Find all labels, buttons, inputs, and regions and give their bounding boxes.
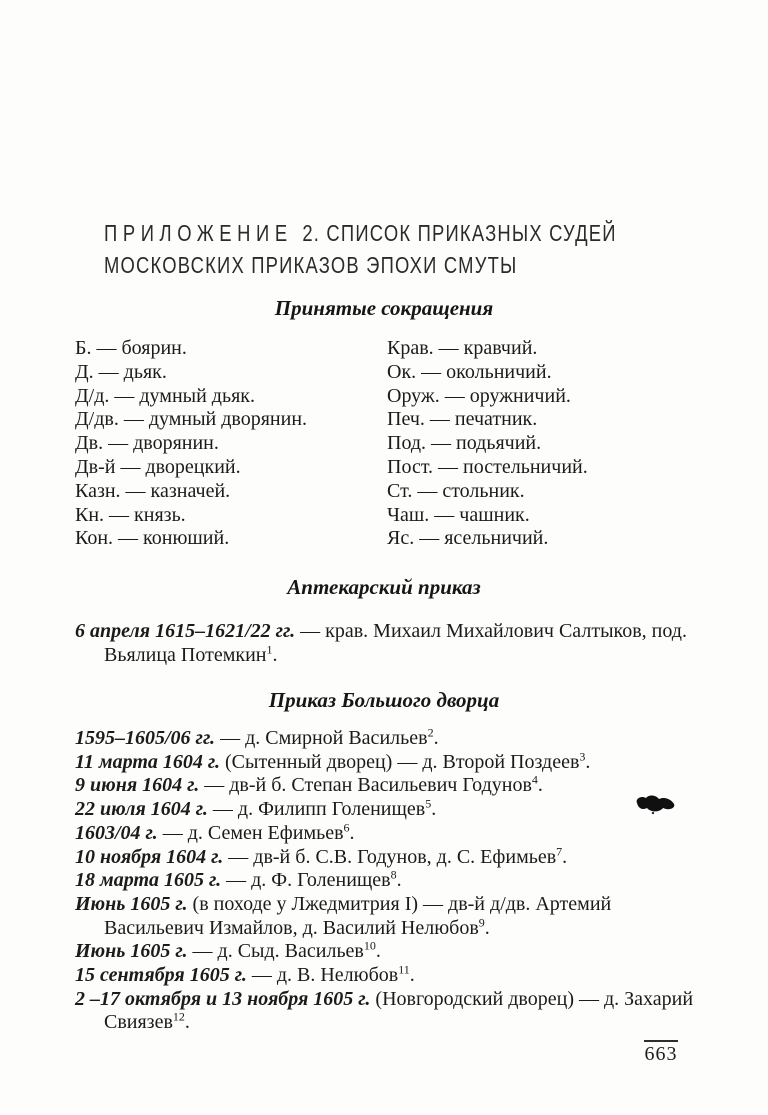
abbreviation-item: Пост. — постельничий.: [387, 455, 588, 478]
entry-date: 1595–1605/06 гг.: [75, 727, 216, 749]
entry: 2 –17 октября и 13 ноября 1605 г. (Новгородский дворец) — д. Захарий Свиязев$^{12}$.: [75, 987, 694, 1034]
appendix-heading-line1-rest: 2. СПИСОК ПРИКАЗНЫХ СУДЕЙ: [302, 220, 617, 246]
entry-date: 11 марта 1604 г.: [75, 750, 221, 773]
entry: 1595–1605/06 гг. — д. Смирной Васильев$^2$.: [75, 725, 439, 749]
abbreviation-item: Кон. — конюший.: [75, 527, 230, 550]
appendix-word: ПРИЛОЖЕНИЕ: [104, 220, 293, 246]
entry: 1603/04 г. — д. Семен Ефимьев$^6$.: [75, 820, 355, 844]
footnote-marker: 6: [343, 820, 350, 835]
footnote-marker: 1: [266, 642, 273, 657]
abbreviations-list: [75, 337, 695, 551]
entry: 6 апреля 1615–1621/22 гг. — крав. Михаил Михайлович Салтыков, под. Вьялица Потемкин$^1$.: [75, 620, 687, 666]
abbreviation-item: Под. — подьячий.: [387, 432, 542, 455]
entry-date: 10 ноября 1604 г.: [75, 845, 224, 868]
entry: 9 июня 1604 г. — дв-й б. Степан Васильевич Годунов$^4$.: [75, 772, 543, 797]
abbreviation-item: Печ. — печатник.: [387, 408, 538, 431]
appendix-heading: [104, 217, 617, 281]
footnote-marker: 8: [390, 867, 397, 882]
entry-date: 15 сентября 1605 г.: [75, 964, 247, 987]
abbreviation-item: Ок. — окольничий.: [387, 360, 552, 383]
abbreviation-item: Чаш. — чашник.: [387, 503, 530, 526]
section-title-aptekarsky: Аптекарский приказ: [287, 575, 481, 599]
entry-date: 1603/04 г.: [75, 821, 158, 844]
page-number: 663: [644, 1043, 678, 1065]
appendix-heading-line2: МОСКОВСКИХ ПРИКАЗОВ ЭПОХИ СМУТЫ: [104, 252, 518, 278]
footnote-marker: 12: [172, 1009, 185, 1024]
footnote-marker: 7: [556, 843, 563, 858]
abbreviation-item: Д/д. — думный дьяк.: [75, 384, 255, 407]
abbreviation-item: Дв-й — дворецкий.: [75, 455, 241, 478]
abbreviation-item: Оруж. — оружничий.: [387, 384, 571, 407]
section-entries-bolshoy-dvorets: [75, 727, 696, 1035]
entry: 11 марта 1604 г. (Сытенный дворец) — д. Второй Поздеев$^3$.: [75, 749, 591, 773]
entry-date: 2 –17 октября и 13 ноября 1605 г.: [75, 987, 371, 1010]
footnote-marker: 5: [425, 796, 432, 811]
abbreviation-item: Кн. — князь.: [75, 503, 186, 526]
entry-date: Июнь 1605 г.: [75, 940, 188, 963]
abbreviation-item: Казн. — казначей.: [75, 479, 231, 502]
abbreviation-item: Б. — боярин.: [75, 337, 187, 359]
abbreviation-item: Крав. — кравчий.: [387, 337, 538, 359]
entry: 10 ноября 1604 г. — дв-й б. С.В. Годунов, д. С. Ефимьев$^7$.: [75, 843, 568, 868]
abbreviation-item: Д. — дьяк.: [75, 360, 167, 383]
entry-date: Июнь 1605 г.: [75, 892, 188, 915]
footnote-marker: 11: [398, 962, 410, 977]
entry-date: 18 марта 1605 г.: [75, 869, 222, 892]
appendix-heading-line1: [104, 217, 617, 249]
abbreviations-title: Принятые сокращения: [274, 296, 494, 320]
entry-date: 9 июня 1604 г.: [75, 774, 200, 797]
section-title-bolshoy-dvorets: Приказ Большого дворца: [268, 688, 500, 712]
abbreviation-item: Д/дв. — думный дворянин.: [75, 408, 308, 431]
entry: 15 сентября 1605 г. — д. В. Нелюбов$^{11}$.: [75, 962, 415, 987]
abbreviation-item: Дв. — дворянин.: [75, 432, 219, 455]
abbreviation-item: Яс. — ясельничий.: [387, 527, 549, 550]
ink-blot-artifact: [632, 792, 678, 816]
abbreviation-item: Ст. — стольник.: [387, 479, 525, 502]
entry-date: 22 июля 1604 г.: [75, 798, 208, 821]
entry: Июнь 1605 г. (в походе у Лжедмитрия I) — дв-й д/дв. Артемий Васильевич Измайлов, д. Василий Нелюбов$^9$.: [75, 892, 612, 939]
footnote-marker: 3: [579, 749, 586, 764]
footnote-marker: 2: [427, 725, 434, 740]
page-number-rule: [644, 1040, 678, 1042]
section-entries-aptekarsky: [75, 619, 696, 667]
entry: Июнь 1605 г. — д. Сыд. Васильев$^{10}$.: [75, 938, 381, 963]
entry-date: 6 апреля 1615–1621/22 гг.: [75, 620, 296, 642]
entry: 18 марта 1605 г. — д. Ф. Голенищев$^8$.: [75, 867, 402, 892]
footnote-marker: 4: [531, 772, 538, 787]
entry: 22 июля 1604 г. — д. Филипп Голенищев$^5$.: [75, 796, 437, 821]
footnote-marker: 10: [363, 938, 376, 953]
footnote-marker: 9: [478, 914, 485, 929]
